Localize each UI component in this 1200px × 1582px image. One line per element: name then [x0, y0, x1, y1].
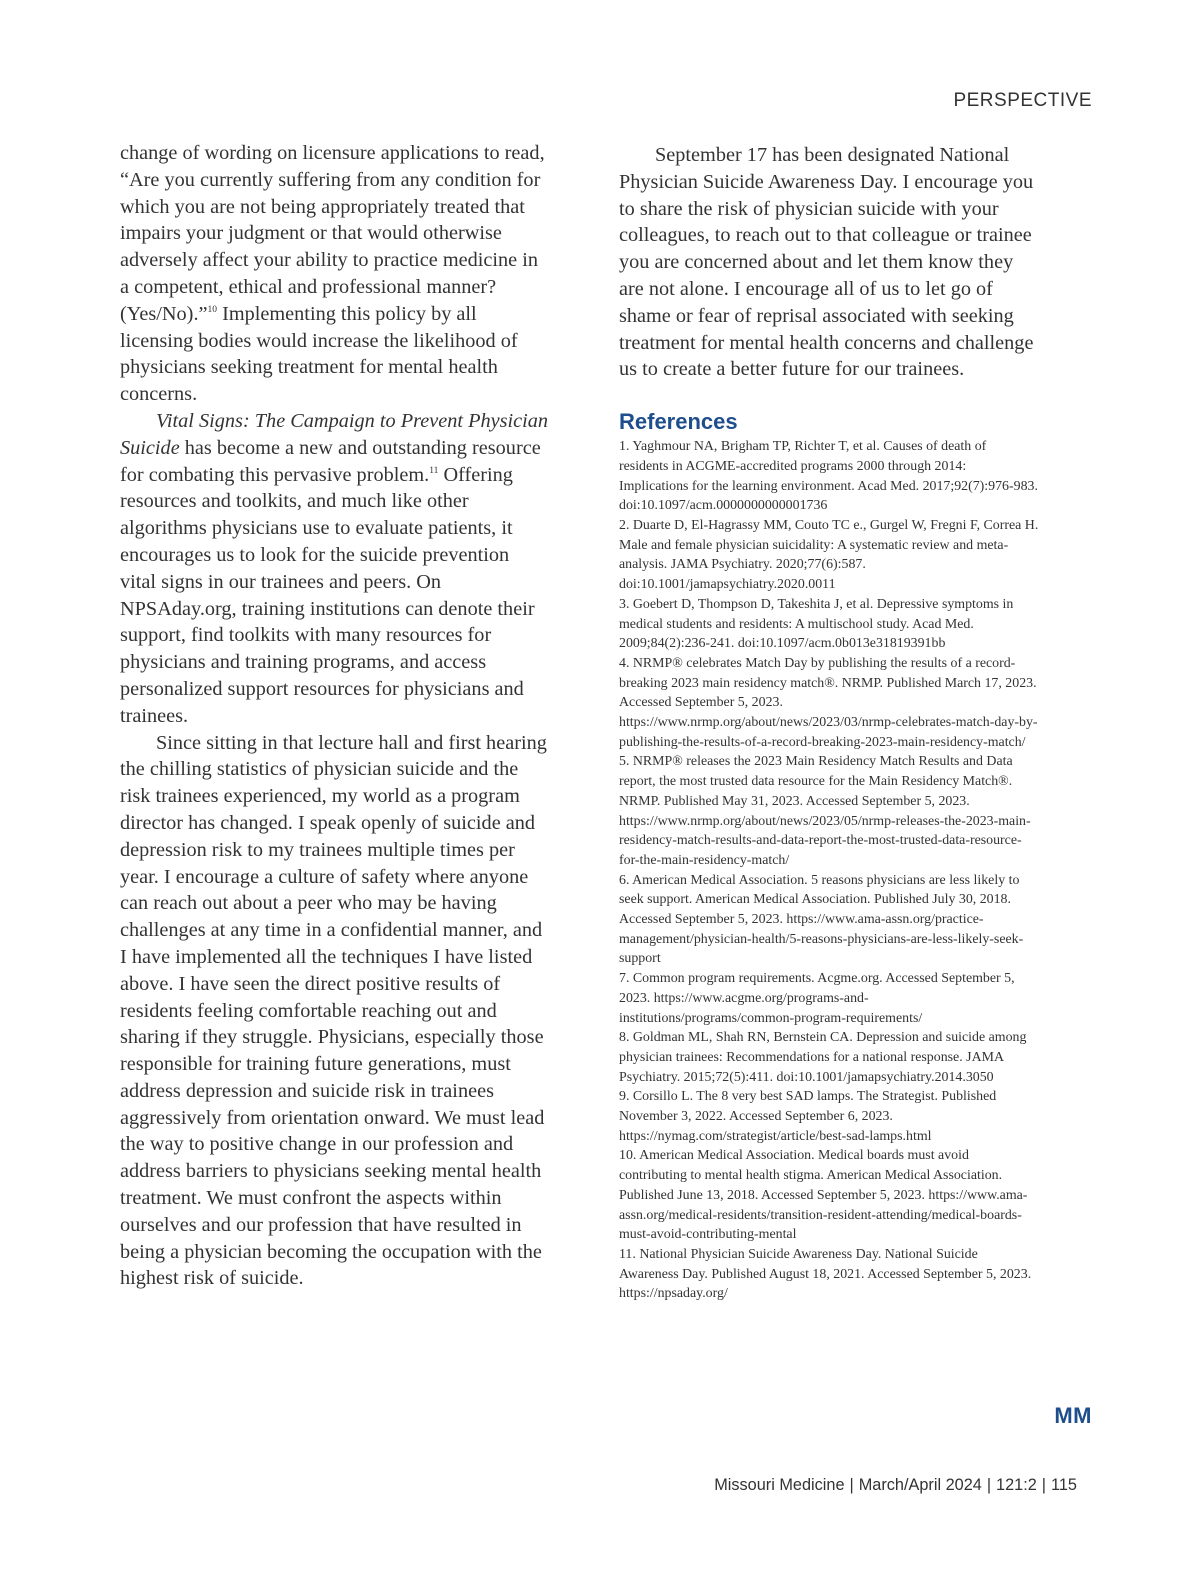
campaign-title: Vital Signs: The Campaign to Prevent Physician Suicide [120, 409, 549, 459]
reference-item: 1. Yaghmour NA, Brigham TP, Richter T, et al. Causes of death of residents in ACGME-accredited programs 2000 through 2014: Implications for the learning environment. Acad Med. 2017;92(7):976-983. doi:10.1097/acm.0000000000001736 [619, 439, 1038, 514]
citation-superscript: 10 [207, 305, 218, 316]
reference-item: 3. Goebert D, Thompson D, Takeshita J, et al. Depressive symptoms in medical students and residents: A multischool study. Acad Med. 2009;84(2):236-241. doi:10.1097/acm.0b013e31819391bb [619, 596, 1014, 652]
reference-item: 11. National Physician Suicide Awareness Day. National Suicide Awareness Day. Published August 18, 2021. Accessed September 5, 2023. https://npsaday.org/ [619, 1247, 1032, 1302]
reference-item: 8. Goldman ML, Shah RN, Bernstein CA. Depression and suicide among physician trainees: Recommendations for a national response. JAMA Psychiatry. 2015;72(5):411. doi:10.1001/jamapsychiatry.2014.3050 [619, 1030, 1027, 1085]
citation-superscript: 11 [429, 465, 439, 476]
footer-separator: | [1041, 1476, 1047, 1494]
issue-date: March/April 2024 [858, 1476, 982, 1494]
body-paragraph: September 17 has been designated National Physician Suicide Awareness Day. I encourage you to share the risk of physician suicide with your colleagues, to reach out to that colleague or trainee you are concerned about and let them know they are not alone. I encourage all of us to let go of shame or fear of reprisal associated with seeking treatment for mental health concerns and challenge us to create a better future for our trainees. [619, 144, 1034, 381]
reference-item: 7. Common program requirements. Acgme.org. Accessed September 5, 2023. https://www.acgme.org/programs-and-institutions/programs/common-program-requirements/ [619, 971, 1015, 1026]
references-list [619, 437, 1039, 1304]
section-label: PERSPECTIVE [953, 90, 1092, 111]
footer-separator: | [849, 1476, 854, 1494]
reference-item: 5. NRMP® releases the 2023 Main Residency Match Results and Data report, the most trusted data resource for the Main Residency Match®. NRMP. Published May 31, 2023. Accessed September 5, 2023. https://www.nrmp.org/about/news/2023/05/nrmp-releases-the-2023-main-residency-match-results-and-data-report-the-most-trusted-data-resource-for-the-main-residency-match/ [619, 754, 1031, 868]
body-paragraph: Vital Signs: The Campaign to Prevent Physician Suicide has become a new and outstanding resource for combating this pervasive problem.$^{11}$ Offering resources and toolkits, and much like other algorithms physicians use to evaluate patients, it encourages us to look for the suicide prevention vital signs in our trainees and peers. On NPSAday.org, training institutions can denote their support, find toolkits with many resources for physicians and training programs, and access personalized support resources for physicians and trainees. [120, 409, 549, 727]
journal-name: Missouri Medicine [714, 1476, 845, 1494]
body-paragraph: Since sitting in that lecture hall and first hearing the chilling statistics of physician suicide and the risk trainees experienced, my world as a program director has changed. I speak openly of suicide and depression risk to my trainees multiple times per year. I encourage a culture of safety where anyone can reach out about a peer who may be having challenges at any time in a confidential manner, and I have implemented all the techniques I have listed above. I have seen the direct positive results of residents feeling comfortable reaching out and sharing if they struggle. Physicians, especially those responsible for training future generations, must address depression and suicide risk in trainees aggressively from orientation onward. We must lead the way to positive change in our profession and address barriers to physicians seeking mental health treatment. We must confront the aspects within ourselves and our profession that have resulted in being a physician becoming the occupation with the highest risk of suicide. [120, 731, 547, 1290]
volume-issue: 121:2 [996, 1476, 1037, 1494]
article-right-column [619, 142, 1039, 1304]
reference-item: 2. Duarte D, El-Hagrassy MM, Couto TC e., Gurgel W, Fregni F, Correa H. Male and female physician suicidality: A systematic review and meta-analysis. JAMA Psychiatry. 2020;77(6):587. doi:10.1001/jamapsychiatry.2020.0011 [619, 517, 1039, 593]
reference-item: 4. NRMP® celebrates Match Day by publishing the results of a record-breaking 2023 main residency match®. NRMP. Published March 17, 2023. Accessed September 5, 2023. https://www.nrmp.org/about/news/2023/03/nrmp-celebrates-match-day-by-publishing-the-results-of-a-record-breaking-2023-main-residency-match/ [619, 655, 1038, 750]
reference-item: 6. American Medical Association. 5 reasons physicians are less likely to seek support. American Medical Association. Published July 30, 2018. Accessed September 5, 2023. https://www.ama-assn.org/practice-management/physician-health/5-reasons-physicians-are-less-likely-seek-support [619, 872, 1024, 967]
references-heading: References [619, 409, 738, 435]
article-left-column [120, 140, 550, 1292]
footer-separator: | [986, 1476, 992, 1494]
end-mark-logo: MM [1054, 1403, 1092, 1428]
page-footer [714, 1476, 1077, 1495]
reference-item: 10. American Medical Association. Medical boards must avoid contributing to mental health stigma. American Medical Association. Published June 13, 2018. Accessed September 5, 2023. https://www.ama-assn.org/medical-residents/transition-resident-attending/medical-boards-must-avoid-contributing-mental [619, 1148, 1028, 1243]
reference-item: 9. Corsillo L. The 8 very best SAD lamps. The Strategist. Published November 3, 2022. Accessed September 6, 2023. https://nymag.com/strategist/article/best-sad-lamps.html [619, 1089, 997, 1144]
page-number: 115 [1051, 1476, 1077, 1494]
body-paragraph: change of wording on licensure applications to read, “Are you currently suffering from any condition for which you are not being appropriately treated that impairs your judgment or that would otherwise adversely affect your ability to practice medicine in a competent, ethical and professional manner? (Yes/No).”$^{10}$ Implementing this policy by all licensing bodies would increase the likelihood of physicians seeking treatment for mental health concerns. [120, 142, 545, 406]
